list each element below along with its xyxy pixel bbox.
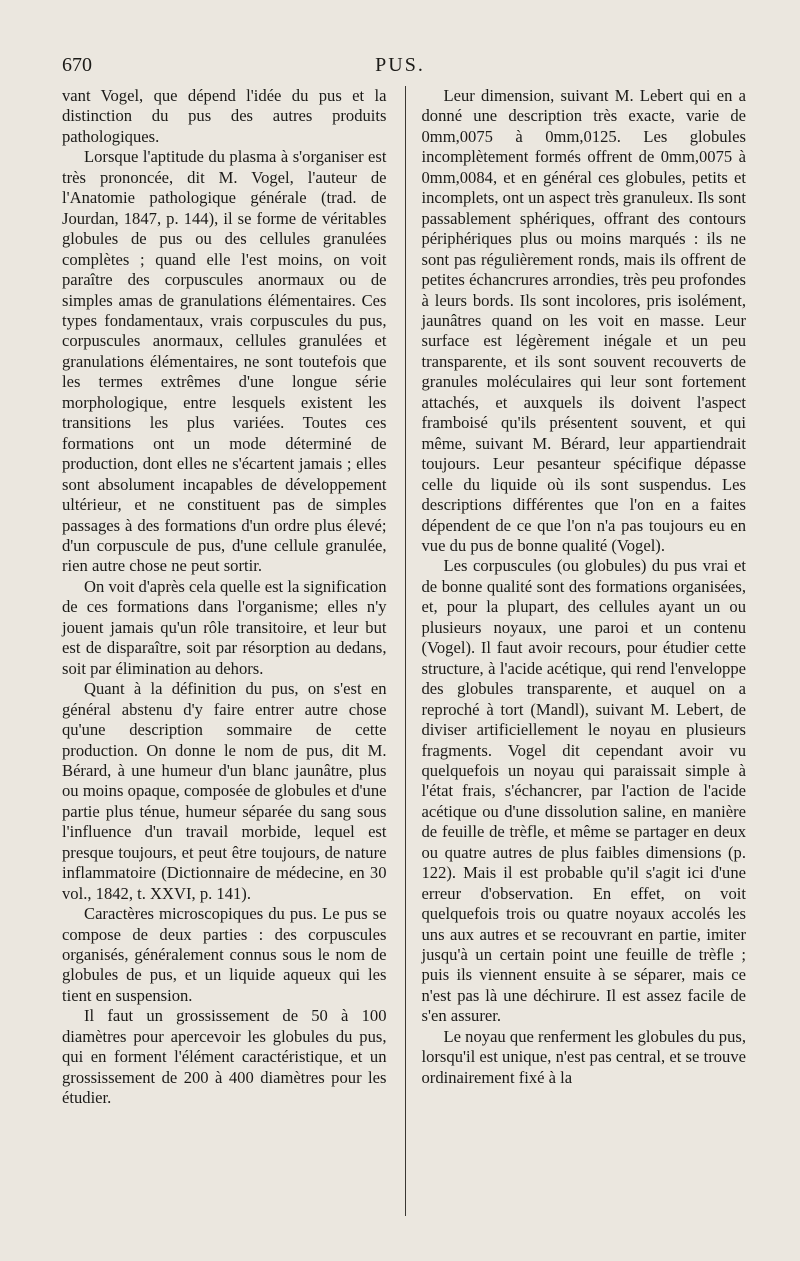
right-column [422, 86, 747, 1216]
paragraph: Leur dimension, suivant M. Lebert qui en a donné une description très exacte, varie de 0mm,0075 à 0mm,0125. Les globules incomplètement formés offrent de 0mm,0075 à 0mm,0084, et en général ces globules, petits et incomplets, ont un aspect très granuleux. Ils sont passablement sphériques, offrant des contours périphériques plus ou moins marqués : ils ne sont pas régulièrement ronds, mais ils offrent de petites échancrures arrondies, très peu profondes à leurs bords. Ils sont incolores, pris isolément, jaunâtres quand on les voit en masse. Leur surface est légèrement inégale et un peu transparente, et ils sont souvent recouverts de granules moléculaires qui leur sont fortement attachés, et auxquels ils doivent l'aspect framboisé qu'ils présentent souvent, et qui même, suivant M. Bérard, leur appartiendrait toujours. Leur pesanteur spécifique dépasse celle du liquide où ils sont suspendus. Les descriptions différentes que l'on en a faites dépendent de ce que l'on n'a pas toujours eu en vue du pus de bonne qualité (Vogel). [421, 86, 746, 555]
paragraph: Lorsque l'aptitude du plasma à s'organiser est très prononcée, dit M. Vogel, l'auteur de l'Anatomie pathologique générale (trad. de Jourdan, 1847, p. 144), il se forme de véritables globules de pus ou des cellules granulées complètes ; quand elle l'est moins, on voit paraître des corpuscules anormaux ou de simples amas de granulations élémentaires. Ces types fondamentaux, vrais corpuscules du pus, corpuscules anormaux, cellules granulées et granulations élémentaires, ne sont toutefois que les termes extrêmes d'une longue série morphologique, entre lesquels existent les transitions les plus variées. Toutes ces formations ont un mode déterminé de production, dont elles ne s'écartent jamais ; elles sont absolument incapables de développement ultérieur, et ne constituent pas de simples passages à des formations d'un ordre plus élevé; d'un corpuscule de pus, d'une cellule granulée, rien autre chose ne peut sortir. [62, 147, 387, 576]
paragraph: Il faut un grossissement de 50 à 100 diamètres pour apercevoir les globules du pus, qui en forment l'élément caractéristique, et un grossissement de 200 à 400 diamètres pour les étudier. [62, 1006, 387, 1108]
paragraph: Caractères microscopiques du pus. Le pus se compose de deux parties : des corpuscules organisés, généralement connus sous le nom de globules de pus, et un liquide aqueux qui les tient en suspension. [62, 904, 387, 1005]
paragraph: Les corpuscules (ou globules) du pus vrai et de bonne qualité sont des formations organisées, et, pour la plupart, des cellules ayant un ou plusieurs noyaux, une paroi et un contenu (Vogel). Il faut avoir recours, pour étudier cette structure, à l'acide acétique, qui rend l'enveloppe des globules transparente, et auquel on a reproché à tort (Mandl), suivant M. Lebert, de diviser artificiellement le noyau en plusieurs fragments. Vogel dit cependant avoir vu quelquefois un noyau qui paraissait simple à l'état frais, s'échancrer, par l'action de l'acide acétique ou d'une dissolution saline, en manière de feuille de trèfle, et même se partager en deux ou quatre autres de plus faibles dimensions (p. 122). Mais il est probable qu'il s'agit ici d'une erreur d'observation. En effet, on voit quelquefois trois ou quatre noyaux accolés les uns aux autres et se recouvrant en partie, imiter jusqu'à un certain point une feuille de trèfle ; puis ils viennent ensuite à se séparer, mais ce n'est pas là une déchirure. Il est assez facile de s'en assurer. [421, 556, 746, 1026]
page-number: 670 [62, 54, 92, 76]
running-title: PUS. [375, 54, 425, 76]
paragraph: On voit d'après cela quelle est la signification de ces formations dans l'organisme; elles n'y jouent jamais qu'un rôle transitoire, et leur but est de disparaître, soit par résorption au dedans, soit par élimination au dehors. [62, 576, 387, 678]
paragraph: vant Vogel, que dépend l'idée du pus et la distinction du pus des autres produits pathologiques. [62, 86, 387, 146]
paragraph: Quant à la définition du pus, on s'est en général abstenu d'y faire entrer autre chose qu'une description sommaire de cette production. On donne le nom de pus, dit M. Bérard, à une humeur d'un blanc jaunâtre, plus ou moins opaque, composée de globules et d'une partie plus ténue, humeur séparée du sang sous l'influence d'un travail morbide, lequel est presque toujours, et peut être toujours, de nature inflammatoire (Dictionnaire de médecine, en 30 vol., 1842, t. XXVI, p. 141). [62, 679, 387, 903]
column-divider [405, 86, 406, 1216]
left-column [62, 86, 387, 1216]
paragraph: Le noyau que renferment les globules du pus, lorsqu'il est unique, n'est pas central, et se trouve ordinairement fixé à la [421, 1026, 746, 1087]
text-columns [62, 86, 746, 1216]
